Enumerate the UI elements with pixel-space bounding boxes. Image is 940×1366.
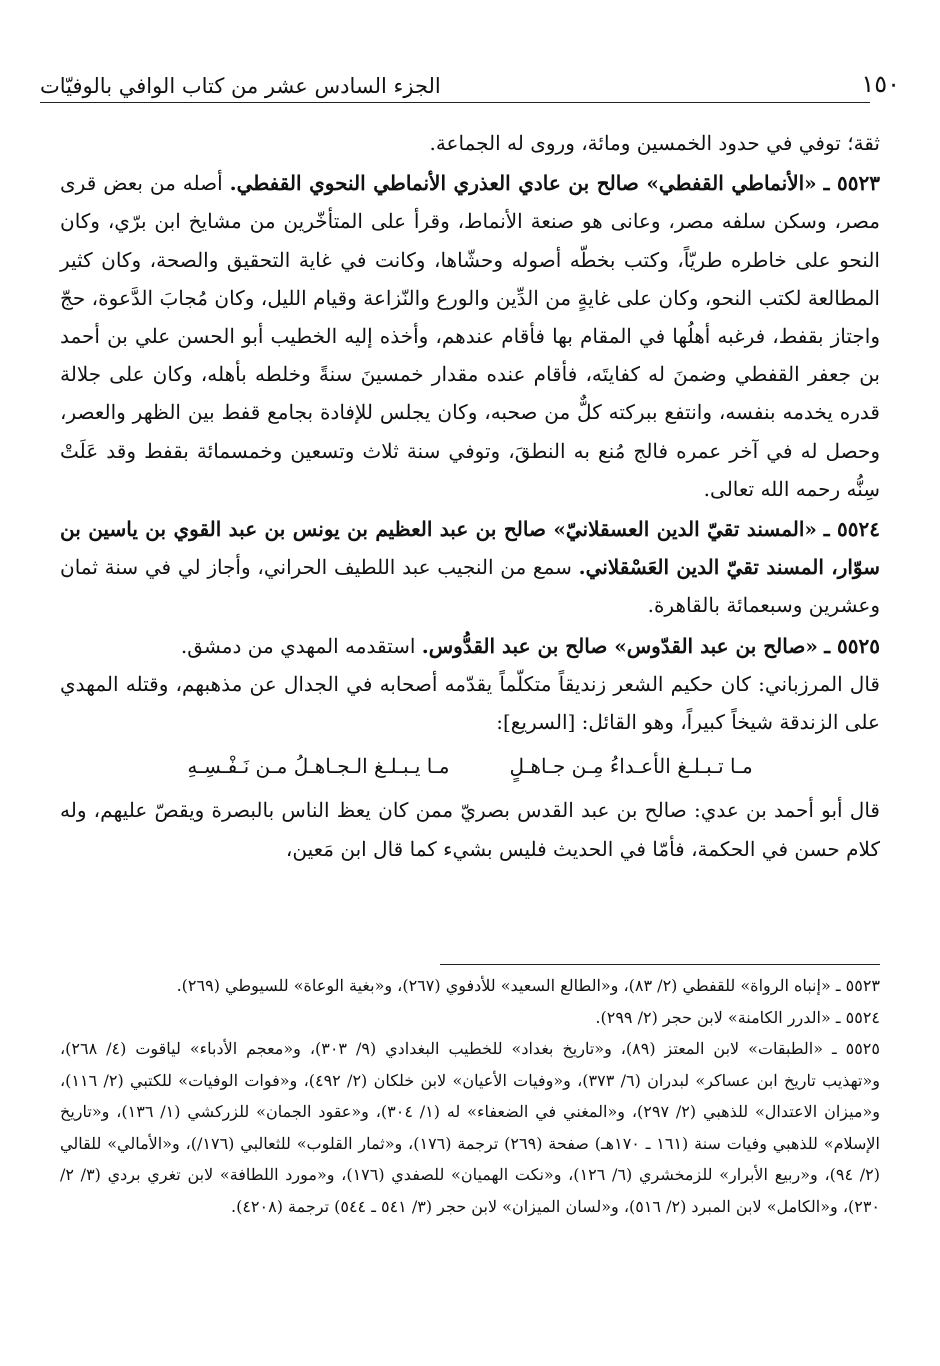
entry-text: أصله من بعض قرى مصر، وسكن سلفه مصر، وعانى هو صنعة الأنماط، وقرأ على المتأخّرين من مشايخ ابن برّي، وكان النحو على خاطره طريّاً، وكتب بخطّه أصوله وحشّاها، وكانت في غاية التحقيق والصحة، وكان كثير المطالعة لكتب النحو، وكان على غايةٍ من الدِّين والورع والنّزاعة وقيام الليل، وكان مُجابَ الدَّعوة، حجّ واجتاز بقفط، فرغبه أهلُها في المقام بها فأقام عندهم، وأخذه إليه الخطيب أبو الحسن علي بن أحمد بن جعفر القفطي وضمنَ له كفايتَه، فأقام عنده مقدار خمسينَ سنةً وخلطه بأهله، وكان على جلالة قدره يخدمه بنفسه، وانتفع ببركته كلٌّ من صحبه، وكان يجلس للإفادة بجامع قفط بين الظهر والعصر، وحصل له في آخر عمره فالج مُنع به النطقَ، وتوفي سنة ثلاث وتسعين وخمسمائة بقفط وقد عَلَتْ سِنُّه رحمه الله تعالى. — [60, 171, 880, 501]
entry-heading: «الأنماطي القفطي» صالح بن عادي العذري الأنماطي النحوي القفطي. — [229, 171, 817, 196]
entry-number: ٥٥٢٤ ـ — [823, 517, 880, 542]
verse-second-hemistich: مـا يـبـلـغ الـجـاهـلُ مـن نَـفْـسِـهِ — [187, 754, 450, 779]
entry-number: ٥٥٢٣ ـ — [823, 171, 880, 196]
entry-5523 — [60, 164, 880, 508]
footnote-number: ٥٥٢٥ ـ — [831, 1039, 880, 1058]
entry-5524 — [60, 510, 880, 625]
marzubani-paragraph: قال المرزباني: كان حكيم الشعر زنديقاً متكلّماً يقدّمه أصحابه في الجدال عن مذهبهم، وقتله المهدي على الزندقة شيخاً كبيراً، وهو القائل: [السريع]: — [60, 671, 880, 735]
entry-heading: «صالح بن عبد القدّوس» صالح بن عبد القدُّوس. — [421, 633, 818, 658]
intro-paragraph: ثقة؛ توفي في حدود الخمسين ومائة، وروى له الجماعة. — [429, 131, 880, 155]
entry-5525 — [60, 627, 880, 665]
footnote-text: «إنباه الرواة» للقفطي (٢/ ٨٣)، و«الطالع السعيد» للأدفوي (٢٦٧)، و«بغية الوعاة» للسيوطي (٢٦٩). — [176, 976, 831, 995]
footnote-text: «الطبقات» لابن المعتز (٨٩)، و«تاريخ بغداد» للخطيب البغدادي (٩/ ٣٠٣)، و«معجم الأدباء» لياقوت (٤/ ٢٦٨)، و«تهذيب تاريخ ابن عساكر» لبدران (٦/ ٣٧٣)، و«وفيات الأعيان» لابن خلكان (٢/ ٤٩٢)، و«فوات الوفيات» للكتبي (٢/ ١١٦)، و«ميزان الاعتدال» للذهبي (٢/ ٢٩٧)، و«المغني في الضعفاء» له (١/ ٣٠٤)، و«عقود الجمان» للزركشي (١/ ١٣٦)، و«تاريخ الإسلام» للذهبي وفيات سنة (١٦١ ـ ١٧٠هـ) صفحة (٢٦٩) ترجمة (١٧٦)، و«ثمار القلوب» للثعالبي (١٧٦/)، و«الأمالي» للقالي (٢/ ٩٤)، و«ربيع الأبرار» للزمخشري (٦/ ١٢٦)، و«نكت الهميان» للصفدي (١٧٦)، و«مورد اللطافة» لابن تغري بردي (٣/ ٢/ ٢٣٠)، و«الكامل» لابن المبرد (٢/ ٥١٦)، و«لسان الميزان» لابن حجر (٣/ ٥٤١ ـ ٥٤٤) ترجمة (٤٢٠٨). — [60, 1039, 881, 1216]
poem-verse — [60, 747, 880, 785]
footnotes — [60, 970, 880, 1222]
running-header — [40, 58, 900, 98]
footnote-number: ٥٥٢٤ ـ — [835, 1007, 880, 1027]
footnote-5524 — [60, 1002, 880, 1034]
footnote-rule — [440, 964, 880, 965]
entry-text: استقدمه المهدي من دمشق. — [180, 633, 416, 658]
ibn-adi-paragraph: قال أبو أحمد بن عدي: صالح بن عبد القدس بصريّ ممن كان يعظ الناس بالبصرة ويقصّ عليهم، وله كلام حسن في الحكمة، فأمّا في الحديث فليس بشيء كما قال ابن مَعين، — [60, 798, 880, 861]
verse-first-hemistich: مـا تـبـلـغ الأعـداءُ مِـن جـاهـلٍ — [509, 754, 753, 779]
page-number: ١٥٠ — [861, 70, 900, 98]
footnote-text: «الدرر الكامنة» لابن حجر (٢/ ٢٩٩). — [595, 1007, 831, 1027]
entry-heading: «المسند تقيّ الدين العسقلانيّ» صالح بن عبد العظيم بن يونس بن عبد القوي بن ياسين بن سوّار، المسند تقيّ الدين العَسْقلاني. — [60, 517, 880, 580]
footnote-5525 — [60, 1033, 880, 1222]
running-title: الجزء السادس عشر من كتاب الوافي بالوفيّات — [40, 74, 441, 98]
entry-number: ٥٥٢٥ ـ — [824, 633, 880, 658]
footnote-number: ٥٥٢٣ ـ — [835, 976, 880, 995]
main-text — [60, 124, 880, 868]
footnote-5523 — [60, 970, 880, 1002]
header-rule — [40, 102, 870, 103]
entry-text: سمع من النجيب عبد اللطيف الحراني، وأجاز لي في سنة ثمان وعشرين وسبعمائة بالقاهرة. — [60, 555, 880, 618]
